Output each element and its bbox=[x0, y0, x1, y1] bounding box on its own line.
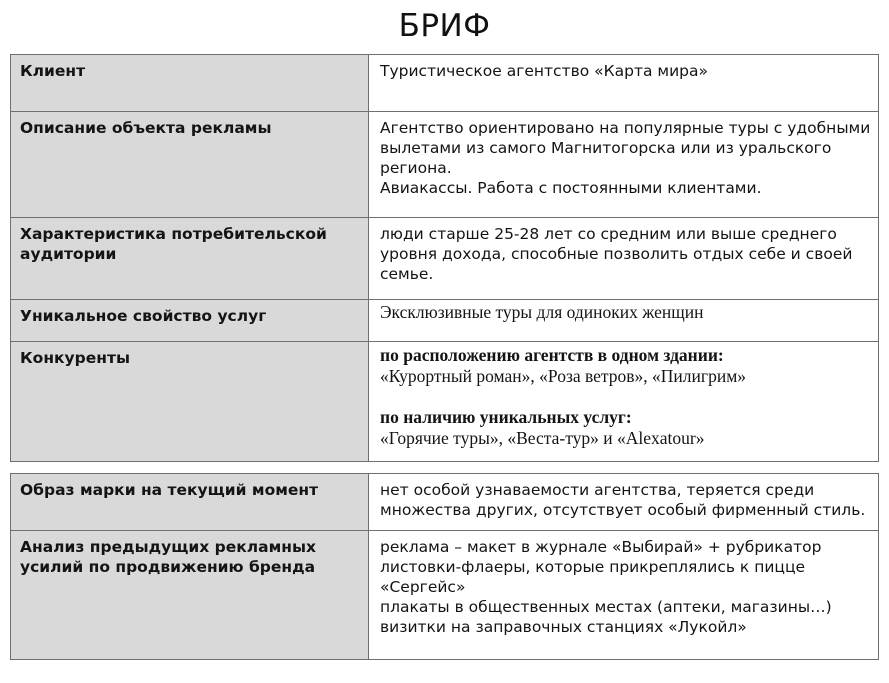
row-value-ad-object bbox=[369, 112, 879, 218]
value-line bbox=[380, 387, 870, 407]
brief-table-main bbox=[10, 54, 879, 462]
row-label-audience bbox=[11, 218, 369, 300]
label-line: Конкуренты bbox=[20, 349, 130, 367]
label-line: усилий по продвижению бренда bbox=[20, 558, 316, 576]
row-label-brand-image bbox=[11, 474, 369, 531]
value-line: по наличию уникальных услуг: bbox=[380, 407, 632, 427]
value-line: семье. bbox=[380, 265, 434, 283]
value-line: листовки-флаеры, которые прикреплялись к пицце bbox=[380, 558, 806, 576]
label-line: Описание объекта рекламы bbox=[20, 119, 272, 137]
value-line: «Горячие туры», «Веста-тур» и «Alexatour» bbox=[380, 428, 705, 448]
value-line: уровня дохода, способные позволить отдых себе и своей bbox=[380, 245, 853, 263]
value-line: Авиакассы. Работа с постоянными клиентами. bbox=[380, 179, 762, 197]
label-line: Образ марки на текущий момент bbox=[20, 481, 319, 499]
value-line: вылетами из самого Магнитогорска или из уральского bbox=[380, 139, 832, 157]
page-title: БРИФ bbox=[398, 8, 491, 44]
value-line: множества других, отсутствует особый фирменный стиль. bbox=[380, 501, 866, 519]
brief-table-brand bbox=[10, 473, 879, 660]
row-value-unique-property bbox=[369, 300, 879, 342]
value-line: по расположению агентств в одном здании: bbox=[380, 345, 724, 365]
value-line: Эксклюзивные туры для одиноких женщин bbox=[380, 302, 704, 322]
row-value-prior-campaigns bbox=[369, 531, 879, 660]
value-line: Туристическое агентство «Карта мира» bbox=[380, 62, 709, 80]
label-line: Клиент bbox=[20, 62, 86, 80]
row-label-client bbox=[11, 55, 369, 112]
row-label-prior-campaigns bbox=[11, 531, 369, 660]
table-row bbox=[11, 55, 879, 112]
value-line: визитки на заправочных станциях «Лукойл» bbox=[380, 618, 747, 636]
table-row bbox=[11, 342, 879, 462]
table-row bbox=[11, 300, 879, 342]
label-line: аудитории bbox=[20, 245, 117, 263]
value-line: региона. bbox=[380, 159, 452, 177]
table-row bbox=[11, 218, 879, 300]
value-line: «Сергейс» bbox=[380, 578, 466, 596]
label-line: Анализ предыдущих рекламных bbox=[20, 538, 316, 556]
row-label-competitors bbox=[11, 342, 369, 462]
value-line: плакаты в общественных местах (аптеки, магазины…) bbox=[380, 598, 832, 616]
label-line: Уникальное свойство услуг bbox=[20, 307, 267, 325]
value-line: реклама – макет в журнале «Выбирай» + рубрикатор bbox=[380, 538, 822, 556]
value-line: Агентство ориентировано на популярные туры с удобными bbox=[380, 119, 871, 137]
table-row bbox=[11, 474, 879, 531]
row-value-client bbox=[369, 55, 879, 112]
row-value-brand-image bbox=[369, 474, 879, 531]
label-line: Характеристика потребительской bbox=[20, 225, 327, 243]
row-value-audience bbox=[369, 218, 879, 300]
row-label-unique-property bbox=[11, 300, 369, 342]
table-row bbox=[11, 531, 879, 660]
row-label-ad-object bbox=[11, 112, 369, 218]
table-row bbox=[11, 112, 879, 218]
value-line: люди старше 25-28 лет со средним или выше среднего bbox=[380, 225, 837, 243]
value-line: нет особой узнаваемости агентства, теряется среди bbox=[380, 481, 815, 499]
row-value-competitors bbox=[369, 342, 879, 462]
value-line: «Курортный роман», «Роза ветров», «Пилигрим» bbox=[380, 366, 747, 386]
